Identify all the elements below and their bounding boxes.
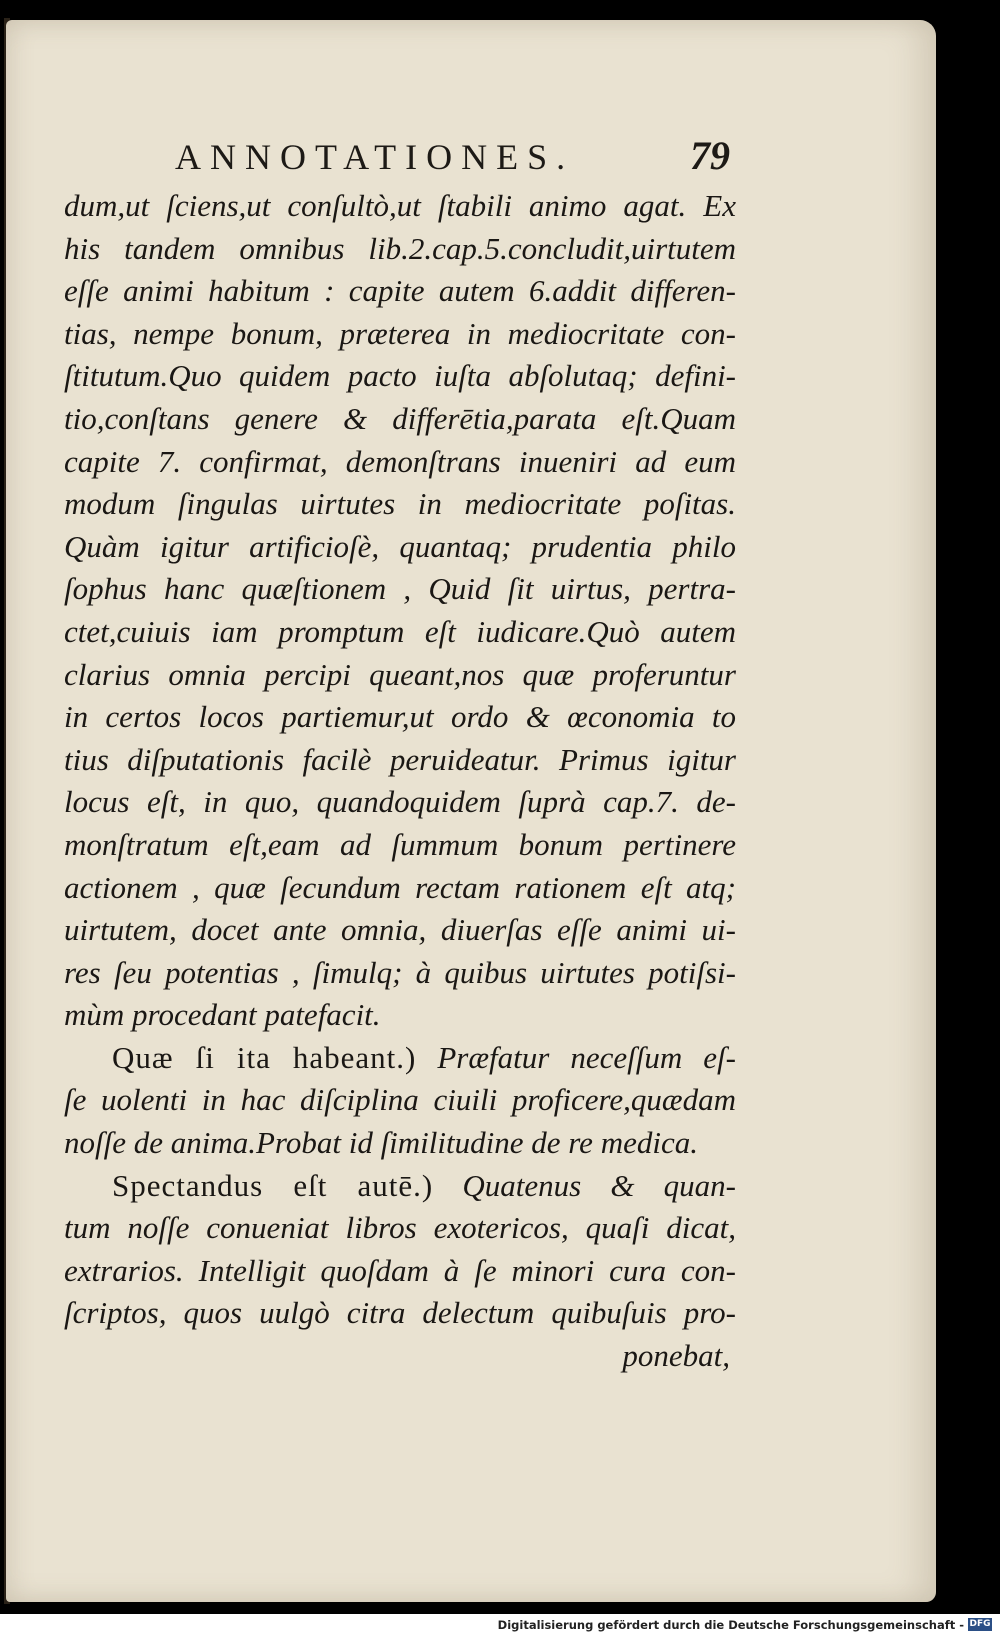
catchword: ponebat, bbox=[622, 1338, 730, 1374]
running-head: ANNOTATIONES. bbox=[175, 137, 575, 177]
text-line: ſe uolenti in hac diſciplina ciuili proficere,quædam bbox=[64, 1082, 736, 1118]
text-line bbox=[64, 1037, 736, 1080]
text-line: actionem , quæ ſecundum rectam rationem eſt atq; bbox=[64, 869, 736, 905]
text-line: ctet,cuiuis iam promptum eſt iudicare.Quò autem bbox=[64, 613, 736, 649]
text-line: tius diſputationis facilè peruideatur. Primus igitur bbox=[64, 741, 736, 777]
lemma-comment: Præfatur neceſſum eſ- bbox=[437, 1039, 736, 1075]
text-line: mùm procedant patefacit. bbox=[64, 997, 381, 1033]
text-line bbox=[64, 1165, 736, 1208]
text-line: monſtratum eſt,eam ad ſummum bonum pertinere bbox=[64, 826, 736, 862]
text-line: locus eſt, in quo, quandoquidem ſuprà cap.7. de- bbox=[64, 784, 736, 820]
body-text bbox=[64, 185, 736, 1378]
dfg-logo-icon: DFG bbox=[969, 1619, 991, 1629]
page-header bbox=[175, 133, 730, 182]
text-line: ſophus hanc quæſtionem , Quid ſit uirtus, pertra- bbox=[64, 571, 736, 607]
lemma: Spectandus eſt autē.) bbox=[112, 1167, 434, 1203]
text-line: modum ſingulas uirtutes in mediocritate poſitas. bbox=[64, 486, 736, 522]
lemma-comment: Quatenus & quan- bbox=[462, 1167, 737, 1203]
text-line: eſſe animi habitum : capite autem 6.addit differen- bbox=[64, 273, 736, 309]
text-line: uirtutem, docet ante omnia, diuerſas eſſe animi ui- bbox=[64, 912, 736, 948]
text-line: dum,ut ſciens,ut conſultò,ut ſtabili animo agat. Ex bbox=[64, 188, 736, 223]
text-line: capite 7. confirmat, demonſtrans inueniri ad eum bbox=[64, 443, 736, 479]
text-line: tum noſſe conueniat libros exotericos, quaſi dicat, bbox=[64, 1210, 736, 1246]
text-line: clarius omnia percipi queant,nos quæ proferuntur bbox=[64, 656, 736, 692]
digitization-credit: Digitalisierung gefördert durch die Deutsche Forschungsgemeinschaft - bbox=[497, 1618, 964, 1632]
text-line: ſcriptos, quos uulgò citra delectum quibuſuis pro- bbox=[64, 1295, 736, 1331]
text-line: Quàm igitur artificioſè, quantaq; prudentia philo bbox=[64, 528, 736, 564]
paragraph-1 bbox=[64, 185, 736, 1037]
text-line: tias, nempe bonum, præterea in mediocritate con- bbox=[64, 315, 736, 351]
lemma: Quæ ſi ita habeant.) bbox=[112, 1039, 417, 1075]
text-line: noſſe de anima.Probat id ſimilitudine de re medica. bbox=[64, 1125, 698, 1161]
text-line: in certos locos partiemur,ut ordo & œconomia to bbox=[64, 699, 736, 735]
text-line: tio,conſtans genere & differētia,parata eſt.Quam bbox=[64, 400, 736, 436]
text-line: ſtitutum.Quo quidem pacto iuſta abſolutaq; defini- bbox=[64, 358, 736, 394]
text-line: his tandem omnibus lib.2.cap.5.concludit,uirtutem bbox=[64, 230, 736, 266]
text-line: res ſeu potentias , ſimulq; à quibus uirtutes potiſsi- bbox=[64, 954, 736, 990]
text-line: extrarios. Intelligit quoſdam à ſe minori cura con- bbox=[64, 1252, 736, 1288]
page-number: 79 bbox=[690, 133, 730, 178]
